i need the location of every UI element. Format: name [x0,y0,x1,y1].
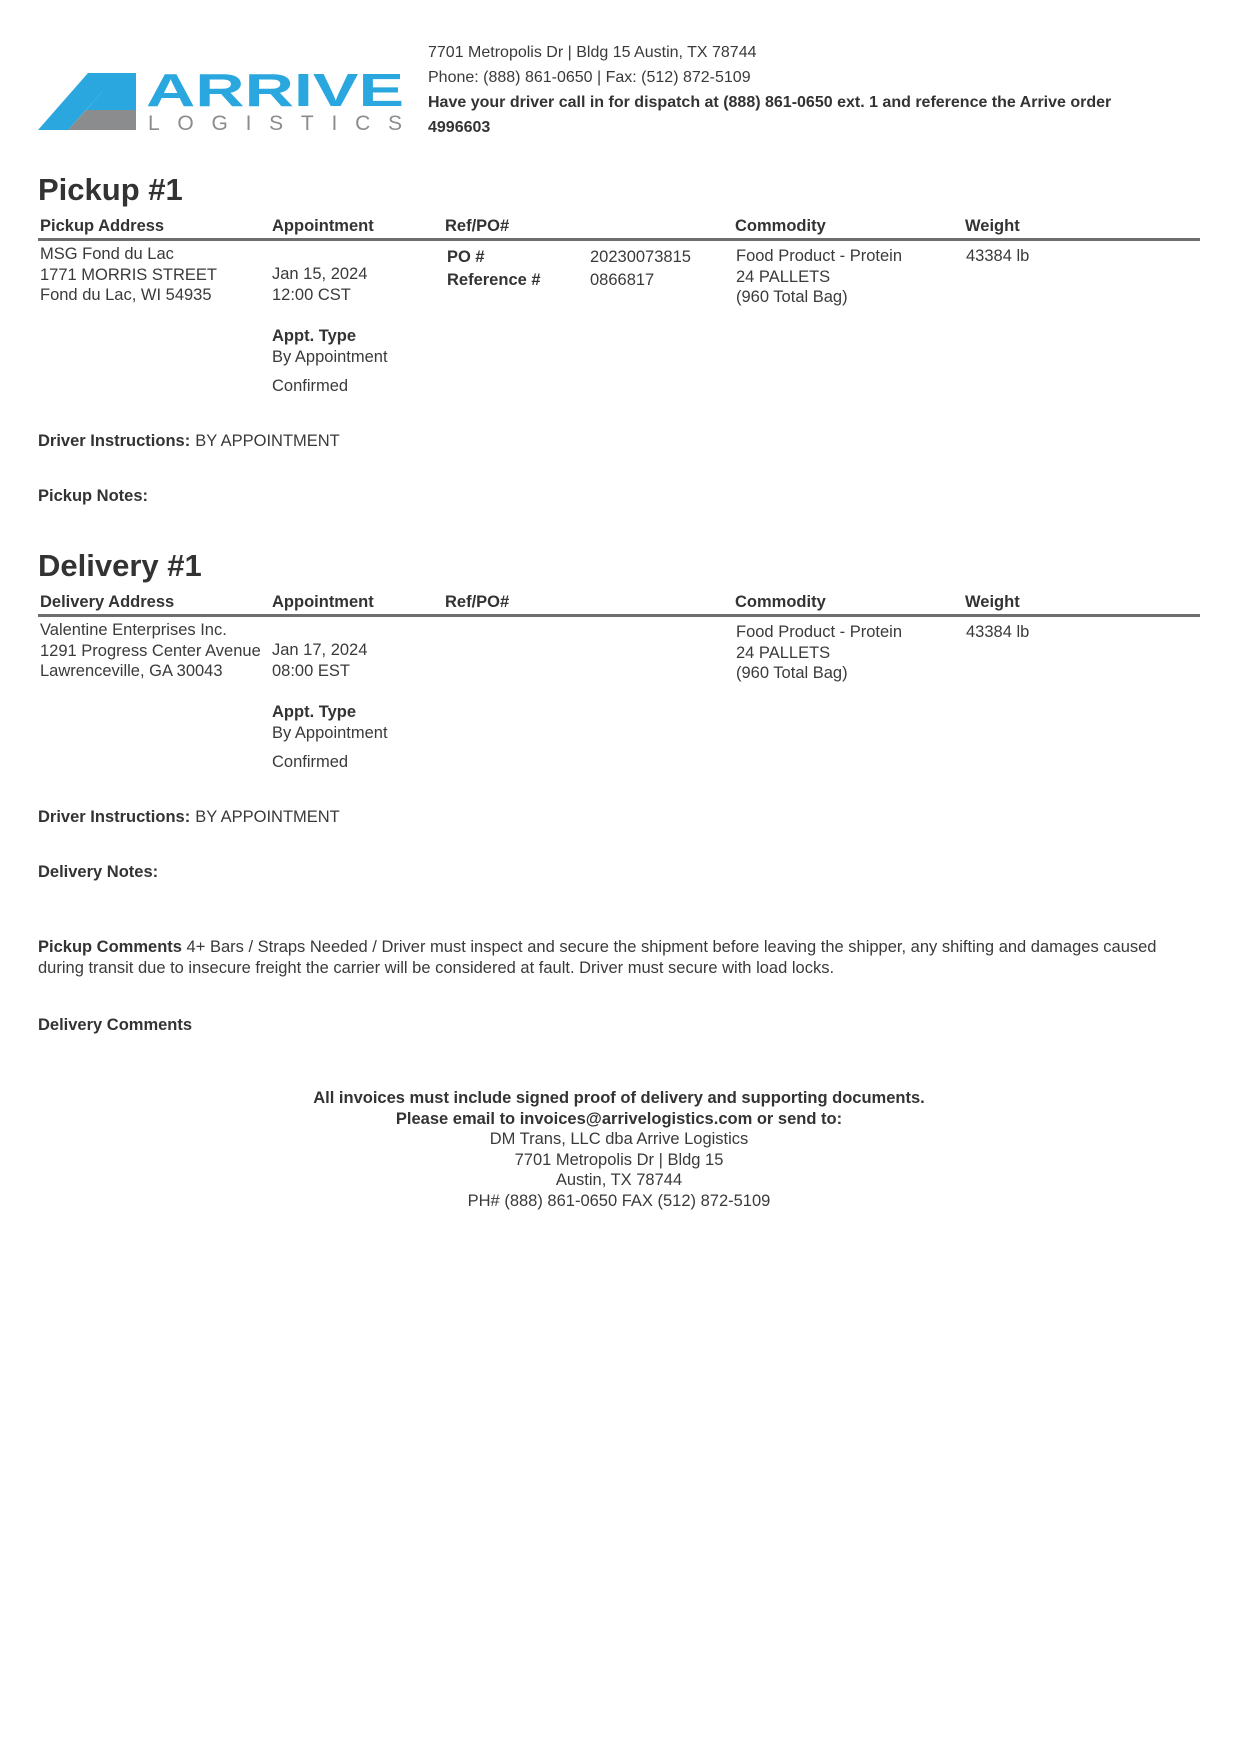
pickup-commodity-line: 24 PALLETS [736,267,831,286]
pickup-address-header: Pickup Address [40,217,165,235]
delivery-driver-instructions-value: BY APPOINTMENT [195,808,340,826]
delivery-commodity-header: Commodity [735,593,826,611]
dispatch-instruction: Have your driver call in for dispatch at (888) 861-0650 ext. 1 and reference the Arrive order [428,94,1112,111]
pickup-appt-type [272,326,388,397]
delivery-appt-status: Confirmed [272,753,349,771]
pickup-appt-time: 12:00 CST [272,285,351,304]
pickup-weight-header: Weight [965,217,1020,235]
invoice-email-instruction: Please email to invoices@arrivelogistics.com or send to: [395,1109,843,1128]
delivery-appt-type [272,702,388,773]
pickup-commodity-header: Commodity [735,217,826,235]
delivery-appointment [272,640,367,681]
pickup-reference-label: Reference # [447,271,541,289]
delivery-address-line: Lawrenceville, GA 30043 [40,662,223,680]
delivery-driver-instructions-label: Driver Instructions: [38,808,191,826]
pickup-ref-labels [447,246,541,292]
order-number: 4996603 [428,119,491,136]
delivery-appt-type-value: By Appointment [272,724,388,742]
delivery-weight-header: Weight [965,593,1020,611]
remit-street: 7701 Metropolis Dr | Bldg 15 [514,1150,724,1169]
invoice-footer [38,1088,1200,1212]
delivery-comments-label: Delivery Comments [38,1016,193,1034]
delivery-address [40,620,261,682]
delivery-appt-time: 08:00 EST [272,661,350,680]
pickup-address-line: Fond du Lac, WI 54935 [40,286,212,304]
pickup-appt-type-label: Appt. Type [272,327,357,345]
company-phone-fax: Phone: (888) 861-0650 | Fax: (512) 872-5109 [428,69,751,86]
delivery-comments [38,1016,197,1035]
pickup-comments-label: Pickup Comments [38,938,182,956]
pickup-appt-type-value: By Appointment [272,348,388,366]
pickup-driver-instructions-value: BY APPOINTMENT [195,432,340,450]
delivery-commodity [736,622,902,684]
pickup-comments-text: 4+ Bars / Straps Needed / Driver must inspect and secure the shipment before leaving the shipper, any shifting and damages caused during transit due to insecure freight the carrier will be considered at fault. Driver must secure with load locks. [38,938,1157,977]
delivery-address-line: Valentine Enterprises Inc. [40,621,227,639]
pickup-notes-label: Pickup Notes: [38,487,149,505]
delivery-commodity-line: Food Product - Protein [736,623,902,641]
pickup-driver-instructions-label: Driver Instructions: [38,432,191,450]
pickup-commodity-line: (960 Total Bag) [736,288,848,306]
pickup-ref-header: Ref/PO# [445,217,510,235]
pickup-reference-value: 0866817 [590,271,655,289]
delivery-notes-label: Delivery Notes: [38,863,159,881]
pickup-appt-date: Jan 15, 2024 [272,265,368,283]
delivery-commodity-line: 24 PALLETS [736,643,831,662]
pickup-weight: 43384 lb [966,247,1030,265]
delivery-weight: 43384 lb [966,623,1030,641]
delivery-appt-date: Jan 17, 2024 [272,641,368,659]
remit-city: Austin, TX 78744 [555,1171,683,1190]
delivery-title: Delivery #1 [38,548,202,583]
pickup-appt-status: Confirmed [272,377,349,395]
pickup-commodity [736,246,902,308]
invoice-requirement: All invoices must include signed proof of delivery and supporting documents. [313,1089,925,1107]
pickup-appointment-header: Appointment [272,217,374,235]
pickup-title: Pickup #1 [38,172,183,207]
delivery-notes [38,863,163,882]
remit-company: DM Trans, LLC dba Arrive Logistics [489,1130,749,1149]
pickup-commodity-line: Food Product - Protein [736,247,902,265]
pickup-ref-values [590,246,691,292]
delivery-ref-header: Ref/PO# [445,593,510,611]
delivery-appointment-header: Appointment [272,593,374,611]
delivery-appt-type-label: Appt. Type [272,703,357,721]
pickup-header-rule [38,238,1200,241]
pickup-comments [38,937,1200,978]
pickup-po-label: PO # [447,248,485,266]
delivery-commodity-line: (960 Total Bag) [736,664,848,682]
company-contact [428,40,1188,140]
pickup-po-value: 20230073815 [590,248,691,266]
delivery-address-header: Delivery Address [40,593,175,611]
arrive-logistics-logo [38,68,408,138]
pickup-notes [38,487,153,506]
logo-subtitle: LOGISTICS [148,112,402,135]
pickup-address-line: 1771 MORRIS STREET [40,265,217,284]
delivery-address-line: 1291 Progress Center Avenue [40,641,261,660]
pickup-driver-instructions [38,432,340,451]
delivery-header-rule [38,614,1200,617]
logo-wordmark: ARRIVE [146,68,404,116]
delivery-driver-instructions [38,808,340,827]
pickup-address-line: MSG Fond du Lac [40,245,174,263]
company-address: 7701 Metropolis Dr | Bldg 15 Austin, TX 78744 [428,44,757,61]
pickup-appointment [272,264,367,305]
pickup-address [40,244,217,306]
remit-phone-fax: PH# (888) 861-0650 FAX (512) 872-5109 [467,1191,771,1210]
